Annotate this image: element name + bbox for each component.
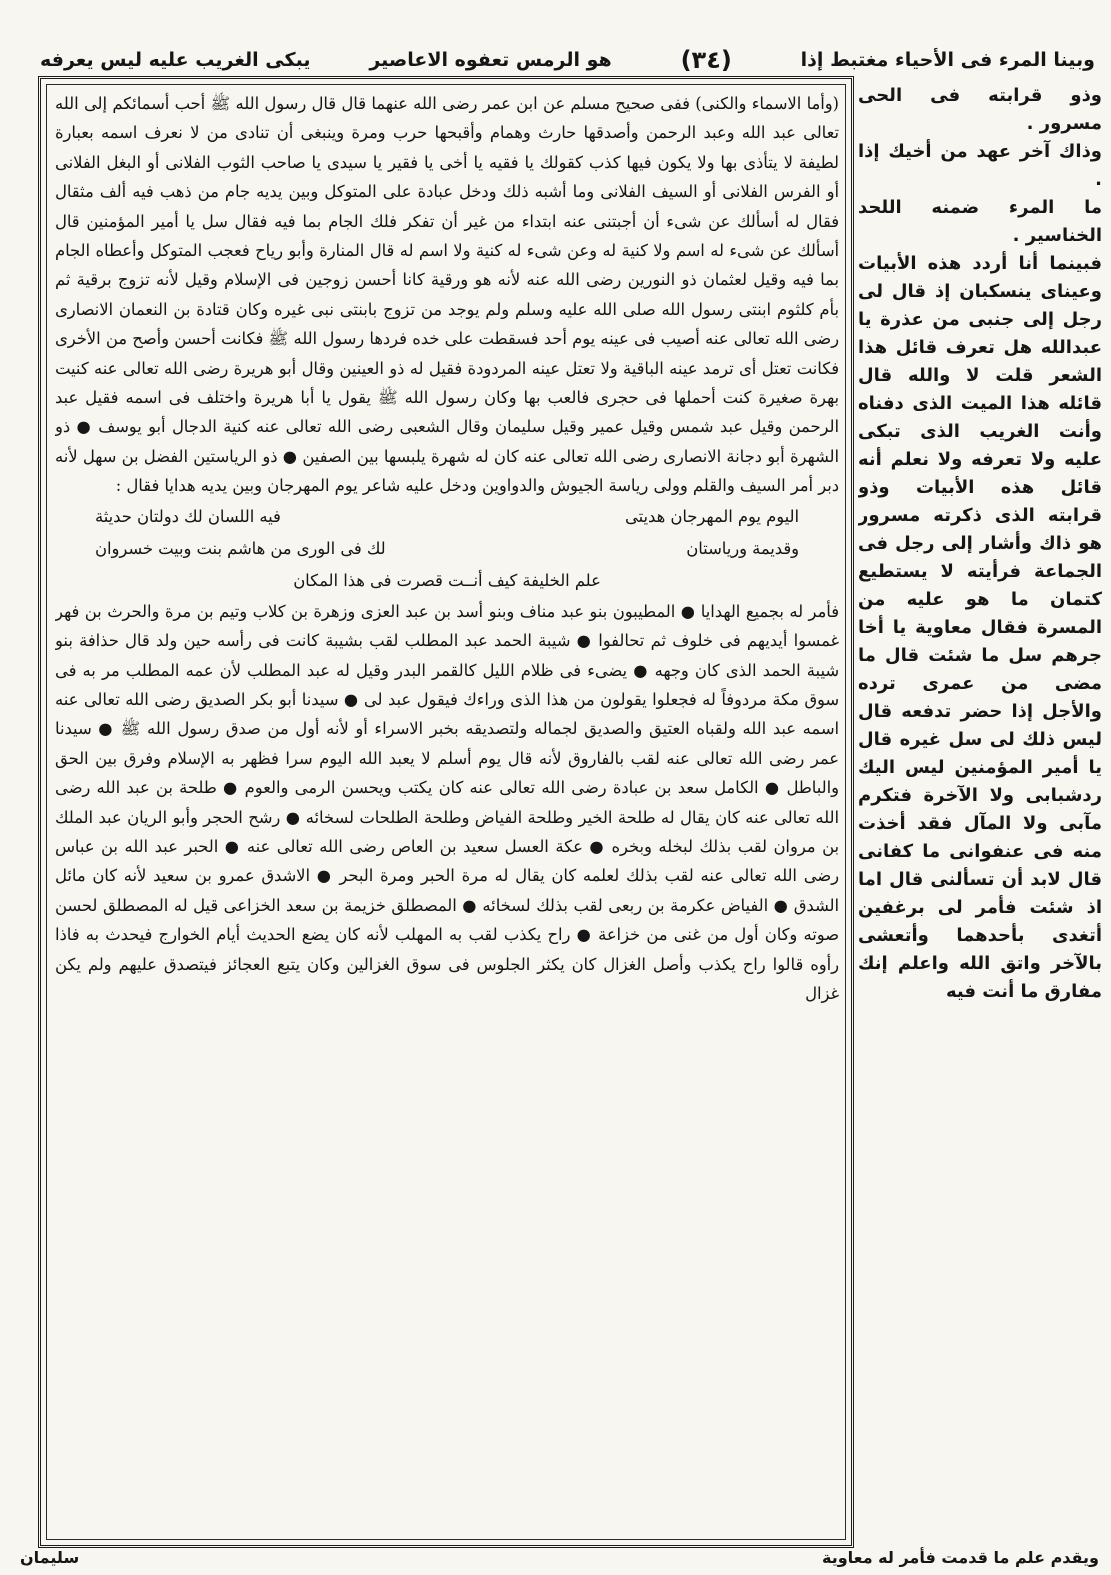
header-center-text: هو الرمس تعفوه الاعاصير [369,48,612,71]
header-right-text: وبينا المرء فى الأحياء مغتبط إذا [800,48,1095,71]
page-header [40,40,1095,80]
page-footer [0,1548,1111,1572]
poem-hemistich: لك فى الورى من هاشم بنت وبيت خسروان [95,538,386,558]
poem-hemistich: اليوم يوم المهرجان هديتى [625,506,799,526]
signature-mark: سليمان [20,1548,80,1567]
poem-hemistich: فيه اللسان لك دولتان حديثة [95,506,281,526]
poem-hemistich: وقديمة ورياستان [686,538,799,558]
poem-verse [55,533,839,565]
margin-line: وذو قرابته فى الحى مسرور . [858,85,1102,134]
margin-line: ما المرء ضمنه اللحد الخناسير . [858,197,1102,246]
paragraph-nicknames: فأمر له بجميع الهدايا ● المطيبون بنو عبد مناف وبنو أسد بن عبد العزى وزهرة بن كلاب وتيم بن مرة والحرث بن فهر غمسوا أيديهم فى خلوف ثم تحالفوا ● شيبة الحمد عبد المطلب لقب بشيبة كانت فى رأسه حين ولد قال حذافة بنو شيبة الحمد الذى كان وجهه ● يضىء فى ظلام الليل كالقمر البدر وقيل له عبد المطلب لأن عمه المطلب مر به فى سوق مكة مردوفاً له فجعلوا يقولون من هذا الذى وراءك فيقول عبد لى ● سيدنا أبو بكر الصديق رضى الله تعالى عنه اسمه عبد الله ولقباه العتيق والصديق لجماله ولتصديقه بخبر الاسراء أو لأنه أول من صدق رسول الله ﷺ ● سيدنا عمر رضى الله تعالى عنه لقب بالفاروق لأنه قال يوم أسلم لا يعبد الله اليوم سرا فظهر به الإسلام وفرق بين الحق والباطل ● الكامل سعد بن عبادة رضى الله تعالى عنه كان يكتب ويحسن الرمى والعوم ● طلحة بن عبد الله رضى الله تعالى عنه كان يقال له طلحة الخير وطلحة الفياض وطلحة الطلحات لسخائه ● رشح الحجر وأبو الريان عبد الملك بن مروان لقب بذلك لبخله وبخره ● عكة العسل سعيد بن العاص رضى الله تعالى عنه ● الحبر عبد الله بن عباس رضى الله تعالى عنه لقب بذلك لعلمه كان يقال له مرة الحبر ومرة البحر ● الاشدق عمرو بن سعيد لأنه كان مائل الشدق ● الفياض عكرمة بن ربعى لقب بذلك لسخائه ● المصطلق خزيمة بن سعد الخزاعى قيل له المصطلق لحسن صوته وكان أول من غنى من خزاعة ● راح يكذب لقب به المهلب لأنه كان يضع الحديث أيام الخوارج فيحدث به فاذا رأوه قالوا راح يكذب وأصل الغزال كان يكثر الجلوس فى سوق الغزالين وكان يتبع العجائز فيتصدق عليهم ولم يكن غزال [55,601,839,1003]
main-text-frame [38,76,854,1548]
catchword: ويقدم علم ما قدمت فأمر له معاوية [822,1548,1099,1567]
header-left-text: يبكى الغريب عليه ليس يعرفه [40,48,311,71]
poem-hemistich: علم الخليفة كيف أنـ [468,570,601,590]
paragraph-names-and-kunyas: (وأما الاسماء والكنى) ففى صحيح مسلم عن ابن عمر رضى الله عنهما قال قال رسول الله ﷺ أحب أسمائكم إلى الله تعالى عبد الله وعبد الرحمن وأصدقها حارث وهمام وأقبحها حرب ومرة وينبغى أن تنادى من لا نعرف اسمه بعبارة لطيفة لا يتأذى بها ولا يكون فيها كذب كقولك يا فقيه يا أخى يا فقير يا سيدى يا صاحب الثوب الفلانى أو البغل الفلانى أو الفرس الفلانى أو السيف الفلانى وما أشبه ذلك ودخل عبادة على المتوكل وبين يديه جام من ذهب فيه ألف مثقال فقال له أسألك عن شىء أن أجبتنى عنه ابتداء من غير أن تفكر فلك الجام بما فيه فقال سل يا أمير المؤمنين قال أسألك عن شىء له اسم ولا كنية له وعن شىء له كنية ولا اسم له قال المنارة وأبو رياح فعجب المتوكل وأعطاه الجام بما فيه وقيل لعثمان ذو النورين رضى الله عنه لأنه هو ورقية كانا أحسن زوجين فى الإسلام وقيل لأنه تزوج برقية ثم بأم كلثوم ابنتى رسول الله صلى الله عليه وسلم ولم يوجد من تزوج بابنتى نبى غيره وكان قتادة بن النعمان الانصارى رضى الله تعالى عنه أصيب فى عينه يوم أحد فسقطت على خده فردها رسول الله ﷺ فكانت أحسن وأصح من الأخرى فكانت تعتل أى ترمد عينه الباقية ولا تعتل عينه المردودة فقيل له ذو العينين وقال أبو هريرة رضى الله تعالى عنه كنيت بهرة صغيرة كنت أحملها فى حجرى فالعب بها وكان رسول الله ﷺ يقول يا أبا هريرة واختلف فى اسمه فقيل عبد الرحمن وقيل عبد شمس وقيل عمير وقيل سليمان وقال الشعبى رضى الله تعالى عنه كنية الدجال أبو يوسف ● ذو الشهرة أبو دجانة الانصارى رضى الله تعالى عنه كان له شهرة يلبسها بين الصفين ● ذو الرياستين الفضل بن سهل لأنه دبر أمر السيف والقلم وولى رياسة الجيوش والدواوين ودخل عليه شاعر يوم المهرجان وبين يديه هدايا فقال : [55,94,839,496]
margin-commentary [858,82,1102,1552]
page-number: (٣٤) [680,46,732,74]
main-text [55,89,839,1539]
margin-line: وذاك آخر عهد من أخيك إذا . [858,141,1102,190]
poem-verse [55,565,839,597]
poem-hemistich: ـت قصرت فى هذا المكان [293,570,469,590]
poem-verse [55,501,839,533]
margin-line: فبينما أنا أردد هذه الأبيات وعيناى ينسكبان إذ قال لى رجل إلى جنبى من عذرة يا عبدالله هل تعرف قائل هذا الشعر قلت لا والله قال قائله هذا الميت الذى دفناه وأنت الغريب الذى تبكى عليه ولا تعرفه ولا نعلم أنه قائل هذه الأبيات وذو قرابته الذى ذكرته مسرور هو ذاك وأشار إلى رجل فى الجماعة فرأيته لا يستطيع كتمان ما هو عليه من المسرة فقال معاوية يا أخا جرهم سل ما شئت قال ما مضى من عمرى ترده والأجل إذا حضر تدفعه قال ليس ذلك لى سل غيره قال يا أمير المؤمنين ليس اليك ردشبابى ولا الآخرة فتكرم مآبى ولا المآل فقد أخذت منه فى عنفوانى ما كفانى قال لابد أن تسألنى قال اما اذ شئت فأمر لى برغفين أتغدى بأحدهما وأتعشى بالآخر واتق الله واعلم إنك مفارق ما أنت فيه [858,253,1102,1002]
poem [55,501,839,597]
